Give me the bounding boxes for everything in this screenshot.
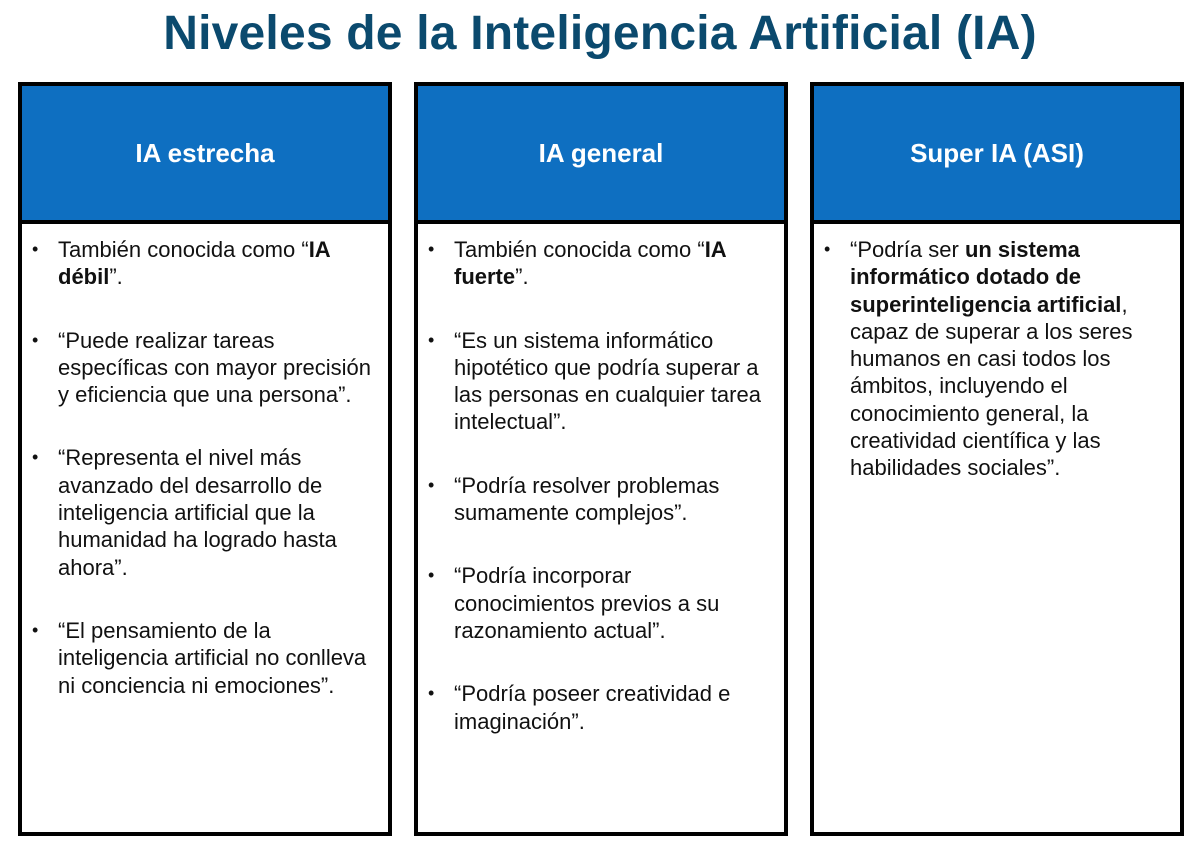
column-ia-estrecha bbox=[18, 82, 392, 836]
bullet-list bbox=[824, 236, 1164, 482]
bold-text: un sistema informático dotado de superinteligencia artificial bbox=[850, 237, 1122, 317]
list-item bbox=[428, 236, 768, 291]
page-title: Niveles de la Inteligencia Artificial (IA) bbox=[163, 7, 1037, 60]
list-item bbox=[428, 680, 768, 735]
column-super-ia bbox=[810, 82, 1184, 836]
bold-text: IA débil bbox=[58, 237, 330, 290]
item-text: “El pensamiento de la inteligencia artificial no conlleva ni conciencia ni emociones”. bbox=[58, 617, 367, 698]
item-text: “Puede realizar tareas específicas con mayor precisión y eficiencia que una persona”. bbox=[58, 327, 372, 408]
list-item bbox=[824, 236, 1164, 482]
bold-text: IA fuerte bbox=[454, 237, 726, 290]
list-item bbox=[428, 327, 768, 436]
item-text: “Podría poseer creatividad e imaginación”. bbox=[454, 681, 731, 734]
column-header: IA estrecha bbox=[22, 86, 388, 224]
item-text: “Es un sistema informático hipotético que podría superar a las personas en cualquier tarea intelectual”. bbox=[454, 327, 761, 435]
item-text: , capaz de superar a los seres humanos en casi todos los ámbitos, incluyendo el conocimiento general, la creatividad científica y las habilidades sociales”. bbox=[850, 291, 1133, 481]
column-header: Super IA (ASI) bbox=[814, 86, 1180, 224]
column-header: IA general bbox=[418, 86, 784, 224]
item-text: “Podría ser bbox=[850, 237, 965, 262]
list-item bbox=[32, 236, 372, 291]
list-item bbox=[32, 617, 372, 699]
item-text: “Podría resolver problemas sumamente complejos”. bbox=[454, 472, 720, 526]
list-item bbox=[32, 327, 372, 409]
item-text: ”. bbox=[515, 264, 529, 290]
list-item bbox=[428, 472, 768, 527]
bullet-list bbox=[428, 236, 768, 735]
column-ia-general bbox=[414, 82, 788, 836]
item-text: ”. bbox=[109, 264, 123, 290]
list-item bbox=[428, 562, 768, 644]
bullet-list bbox=[32, 236, 372, 699]
list-item bbox=[32, 444, 372, 580]
item-text: “Representa el nivel más avanzado del desarrollo de inteligencia artificial que la humanidad ha logrado hasta ahora”. bbox=[58, 445, 337, 580]
item-text: “Podría incorporar conocimientos previos a su razonamiento actual”. bbox=[454, 563, 720, 643]
item-text: También conocida como “ bbox=[454, 237, 705, 262]
item-text: También conocida como “ bbox=[58, 237, 309, 262]
